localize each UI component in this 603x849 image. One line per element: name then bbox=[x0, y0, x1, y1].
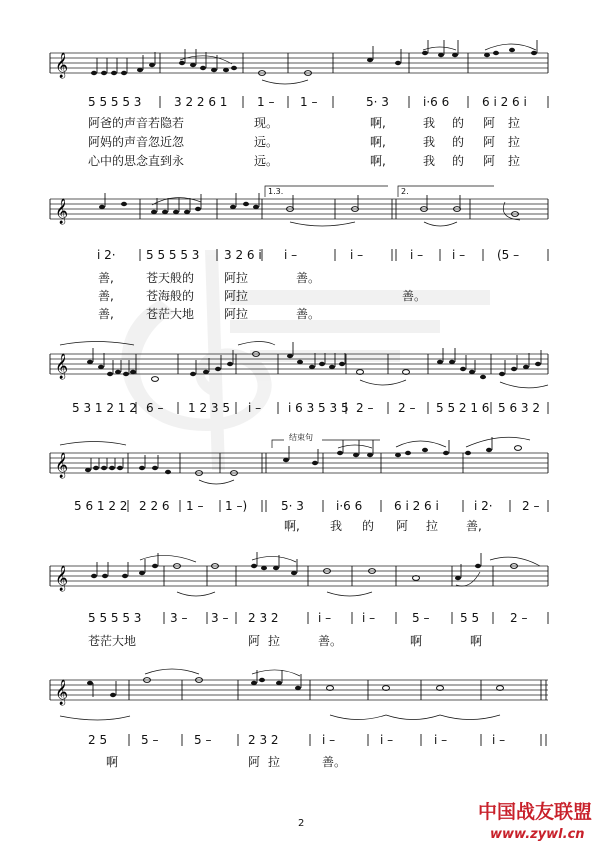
watermark-site-name: 中国战友联盟 bbox=[478, 801, 593, 823]
jianpu-numbers bbox=[88, 733, 505, 747]
slurs bbox=[60, 669, 500, 720]
lyric: 善。 bbox=[402, 289, 427, 303]
lyric: 善。 bbox=[322, 755, 347, 769]
lyric: 的 bbox=[452, 116, 465, 130]
jianpu-measure: i 6 3 5 3 5 bbox=[288, 401, 349, 415]
jianpu-measure: i·6 6 bbox=[423, 95, 450, 109]
jianpu-measure: 5 5 5 5 3 bbox=[88, 95, 142, 109]
lyric: 我 bbox=[423, 116, 436, 130]
jianpu-measure: 5 5 5 5 3 bbox=[146, 248, 200, 262]
lyric: 阿拉 bbox=[224, 271, 249, 285]
lyric: 善。 bbox=[296, 307, 321, 321]
jianpu-measure: i 2· bbox=[97, 248, 116, 262]
jianpu-measure: (5 – bbox=[497, 248, 520, 262]
lyric: 啊, bbox=[284, 519, 300, 533]
jianpu-numbers bbox=[97, 248, 519, 262]
lyric: 我 bbox=[423, 135, 436, 149]
lyric: 的 bbox=[452, 135, 465, 149]
treble-clef-icon: 𝄞 bbox=[55, 453, 69, 478]
treble-clef-icon: 𝄞 bbox=[55, 199, 69, 224]
jianpu-measure: 1 2 3 5 bbox=[188, 401, 230, 415]
lyric: 苍茫大地 bbox=[146, 307, 195, 321]
system-4 bbox=[50, 432, 548, 533]
jianpu-measure: i – bbox=[322, 733, 336, 747]
jianpu-measure: 2 3 2 bbox=[248, 733, 279, 747]
lyric: 拉 bbox=[508, 116, 521, 130]
jianpu-measure: i – bbox=[452, 248, 466, 262]
jianpu-measure: 3 2 6 i bbox=[224, 248, 262, 262]
jianpu-measure: 5· 3 bbox=[366, 95, 389, 109]
lyric: 的 bbox=[452, 154, 465, 168]
jianpu-measure: i – bbox=[410, 248, 424, 262]
watermark-url: www.zywl.cn bbox=[490, 827, 585, 842]
lyric: 阿 bbox=[483, 154, 496, 168]
treble-clef-icon: 𝄞 bbox=[55, 53, 69, 78]
jianpu-measure: 1 – bbox=[257, 95, 275, 109]
jianpu-measure: 1 – bbox=[300, 95, 318, 109]
volta-1-label: 1.3. bbox=[268, 187, 284, 196]
lyric-line-1: 阿爸的声音若隐若 bbox=[88, 116, 185, 130]
jianpu-measure: 5 – bbox=[412, 611, 430, 625]
lyric: 啊, bbox=[370, 135, 386, 149]
jianpu-measure: 2 3 2 bbox=[248, 611, 279, 625]
lyric-line-3: 善, bbox=[98, 307, 114, 321]
lyric: 善。 bbox=[296, 271, 321, 285]
jianpu-measure: 2 – bbox=[356, 401, 374, 415]
jianpu-measure: i – bbox=[248, 401, 262, 415]
slurs bbox=[152, 198, 520, 226]
jianpu-measure: 2 5 bbox=[88, 733, 108, 747]
lyric: 啊, bbox=[370, 116, 386, 130]
lyric-line-3: 心中的思念直到永 bbox=[88, 154, 185, 168]
jianpu-measure: i – bbox=[350, 248, 364, 262]
jianpu-measure: i – bbox=[380, 733, 394, 747]
jianpu-measure: 1 –) bbox=[225, 499, 248, 513]
lyric: 啊, bbox=[370, 154, 386, 168]
lyric: 苍茫大地 bbox=[88, 634, 137, 648]
lyrics bbox=[88, 115, 520, 168]
jianpu-measure: 5 5 2 1 6 bbox=[436, 401, 490, 415]
jianpu-measure: 5 5 bbox=[460, 611, 480, 625]
stems bbox=[93, 670, 301, 697]
lyrics bbox=[88, 633, 482, 648]
jianpu-measure: 5 – bbox=[141, 733, 159, 747]
jianpu-measure: 5 3 1 2 1 2 bbox=[72, 401, 137, 415]
lyric: 苍天般的 bbox=[146, 271, 195, 285]
lyric: 阿 bbox=[248, 634, 261, 648]
page-number: 2 bbox=[298, 818, 305, 829]
slurs bbox=[60, 437, 530, 484]
lyric: 阿 bbox=[483, 135, 496, 149]
lyric: 阿拉 bbox=[224, 289, 249, 303]
jianpu-measure: 2 2 6 bbox=[139, 499, 170, 513]
jianpu-measure: 2 – bbox=[398, 401, 416, 415]
lyric: 啊 bbox=[470, 634, 483, 648]
lyrics bbox=[284, 518, 482, 533]
lyric: 阿 bbox=[483, 116, 496, 130]
lyric: 善, bbox=[466, 519, 482, 533]
lyric: 拉 bbox=[268, 634, 281, 648]
jianpu-measure: 2 – bbox=[522, 499, 540, 513]
jianpu-measure: i 2· bbox=[474, 499, 493, 513]
jianpu-measure: 3 – bbox=[170, 611, 188, 625]
notes bbox=[91, 48, 537, 76]
volta-2-label: 2. bbox=[401, 187, 409, 196]
lyric: 阿拉 bbox=[224, 307, 249, 321]
lyric: 拉 bbox=[268, 755, 281, 769]
jianpu-measure: i – bbox=[318, 611, 332, 625]
treble-clef-icon: 𝄞 bbox=[55, 354, 69, 379]
lyric: 啊 bbox=[106, 755, 119, 769]
notes bbox=[85, 446, 522, 476]
jianpu-measure: 6 – bbox=[146, 401, 164, 415]
jianpu-measure: 2 – bbox=[510, 611, 528, 625]
jianpu-measure: i·6 6 bbox=[336, 499, 363, 513]
jianpu-measure: 1 – bbox=[186, 499, 204, 513]
lyric-line-2: 善, bbox=[98, 289, 114, 303]
lyric: 啊 bbox=[410, 634, 423, 648]
jianpu-measure: 6 i 2 6 i bbox=[394, 499, 439, 513]
lyric: 阿 bbox=[396, 519, 409, 533]
lyric: 善。 bbox=[318, 634, 343, 648]
system-6 bbox=[50, 669, 548, 769]
lyric: 我 bbox=[330, 519, 343, 533]
system-5 bbox=[50, 552, 548, 648]
jianpu-measure: i – bbox=[434, 733, 448, 747]
jianpu-measure: i – bbox=[362, 611, 376, 625]
lyric: 远。 bbox=[254, 135, 279, 149]
lyric-line-1: 善, bbox=[98, 271, 114, 285]
notes bbox=[87, 678, 504, 698]
lyric: 现。 bbox=[254, 116, 279, 130]
staff bbox=[50, 53, 548, 73]
staff bbox=[50, 453, 548, 473]
lyric: 拉 bbox=[508, 135, 521, 149]
lyrics bbox=[106, 754, 346, 769]
jianpu-measure: i – bbox=[492, 733, 506, 747]
treble-clef-icon: 𝄞 bbox=[55, 680, 69, 705]
lyric: 阿 bbox=[248, 755, 261, 769]
system-1 bbox=[50, 40, 548, 168]
treble-clef-icon: 𝄞 bbox=[55, 566, 69, 591]
jianpu-measure: 5 6 1 2 2 bbox=[74, 499, 128, 513]
jianpu-measure: 5 6 3 2 bbox=[498, 401, 540, 415]
lyric: 拉 bbox=[426, 519, 439, 533]
lyric-line-2: 阿妈的声音忽近忽 bbox=[88, 135, 185, 149]
jianpu-measure: 5 – bbox=[194, 733, 212, 747]
slurs bbox=[180, 44, 536, 84]
jianpu-bars bbox=[140, 249, 548, 261]
jianpu-measure: 5· 3 bbox=[281, 499, 304, 513]
jianpu-measure: 3 – bbox=[211, 611, 229, 625]
lyric: 我 bbox=[423, 154, 436, 168]
jianpu-measure: 3 2 2 6 1 bbox=[174, 95, 228, 109]
jianpu-measure: i – bbox=[284, 248, 298, 262]
ending-phrase-label: 结束句 bbox=[289, 433, 313, 442]
lyric: 拉 bbox=[508, 154, 521, 168]
lyric: 的 bbox=[362, 519, 375, 533]
lyric: 苍海般的 bbox=[146, 289, 195, 303]
jianpu-bars bbox=[129, 734, 546, 746]
lyric: 远。 bbox=[254, 154, 279, 168]
jianpu-numbers bbox=[74, 499, 539, 513]
jianpu-numbers bbox=[88, 95, 527, 109]
jianpu-measure: 6 i 2 6 i bbox=[482, 95, 527, 109]
jianpu-measure: 5 5 5 5 3 bbox=[88, 611, 142, 625]
